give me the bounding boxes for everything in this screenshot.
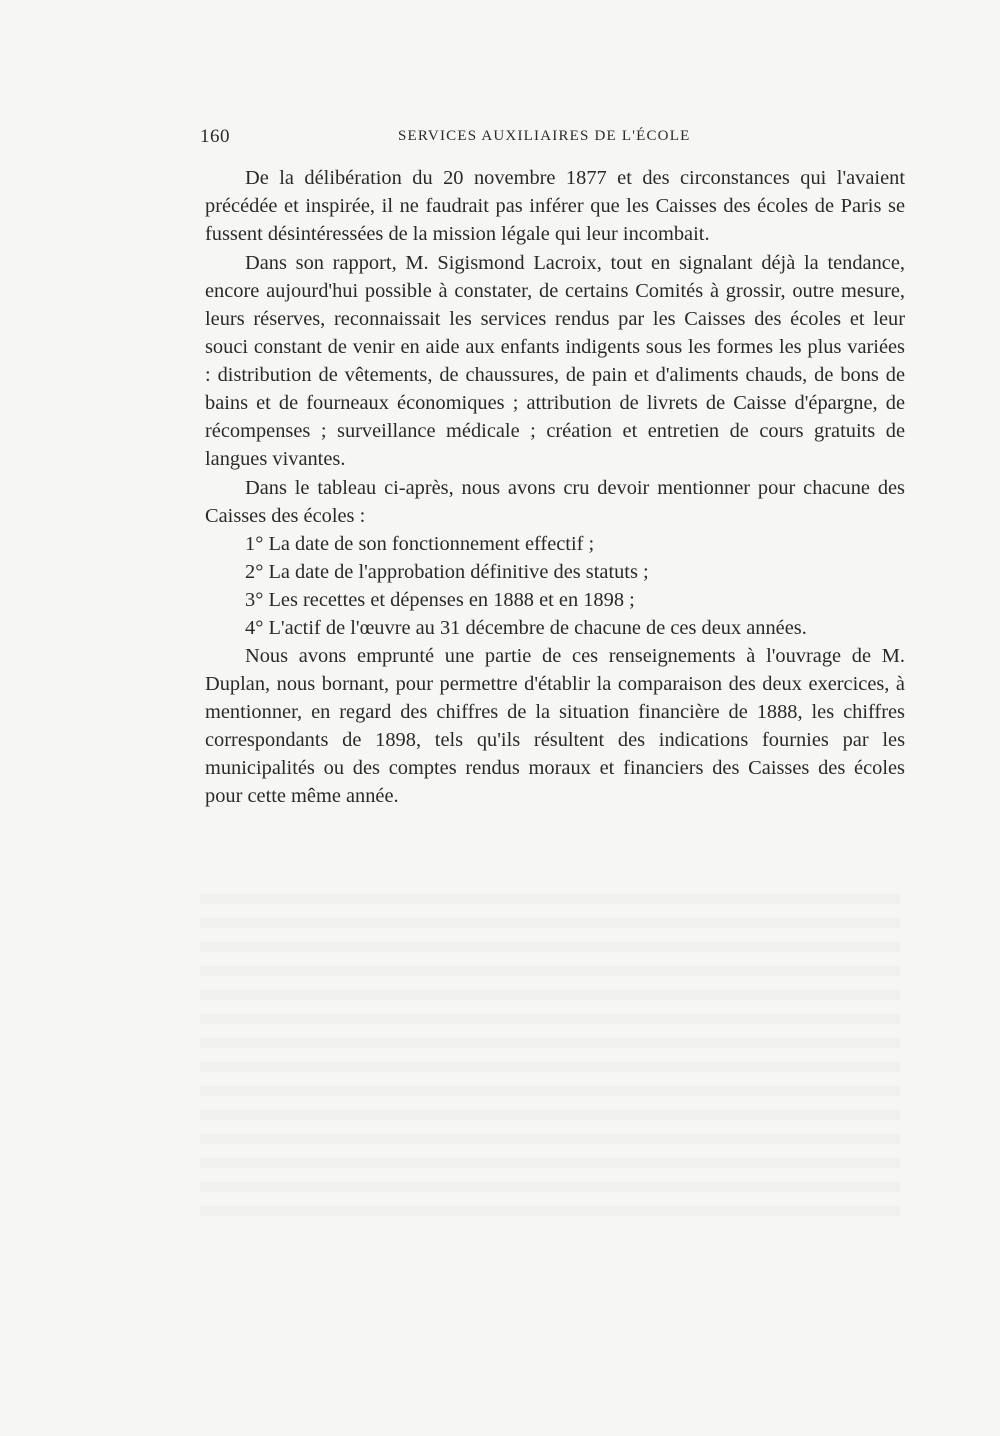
page-header xyxy=(200,126,720,150)
running-head: SERVICES AUXILIAIRES DE L'ÉCOLE xyxy=(398,128,691,144)
list-item: 4° L'actif de l'œuvre au 31 décembre de chacune de ces deux années. xyxy=(245,617,807,639)
page-number: 160 xyxy=(200,126,230,147)
closing-paragraph: Nous avons emprunté une partie de ces renseignements à l'ouvrage de M. Duplan, nous bornant, pour permettre d'établir la comparaison des deux exercices, à mentionner, en regard des chiffres de la situation financière de 1888, les chiffres correspondants de 1898, tels qu'ils résultent des indications fournies par les municipalités ou des comptes rendus moraux et financiers des Caisses des écoles pour cette même année. xyxy=(205,645,905,807)
show-through-texture xyxy=(200,880,900,1220)
list-item: 2° La date de l'approbation définitive des statuts ; xyxy=(245,561,649,583)
paragraph-2: Dans son rapport, M. Sigismond Lacroix, tout en signalant déjà la tendance, encore aujourd'hui possible à constater, de certains Comités à grossir, outre mesure, leurs réserves, reconnaissait les services rendus par les Caisses des écoles et leur souci constant de venir en aide aux enfants indigents sous les formes les plus variées : distribution de vêtements, de chaussures, de pain et d'aliments chauds, de bons de bains et de fourneaux économiques ; attribution de livrets de Caisse d'épargne, de récompenses ; surveillance médicale ; création et entretien de cours gratuits de langues vivantes. xyxy=(205,252,905,470)
body-text xyxy=(205,164,905,810)
paragraph-3: Dans le tableau ci-après, nous avons cru devoir mentionner pour chacune des Caisses des écoles : xyxy=(205,477,905,527)
paragraph-1: De la délibération du 20 novembre 1877 et des circonstances qui l'avaient précédée et inspirée, il ne faudrait pas inférer que les Caisses des écoles de Paris se fussent désintéressées de la mission légale qui leur incombait. xyxy=(205,167,905,245)
list-item: 3° Les recettes et dépenses en 1888 et en 1898 ; xyxy=(245,589,635,611)
list-item: 1° La date de son fonctionnement effectif ; xyxy=(245,533,595,555)
